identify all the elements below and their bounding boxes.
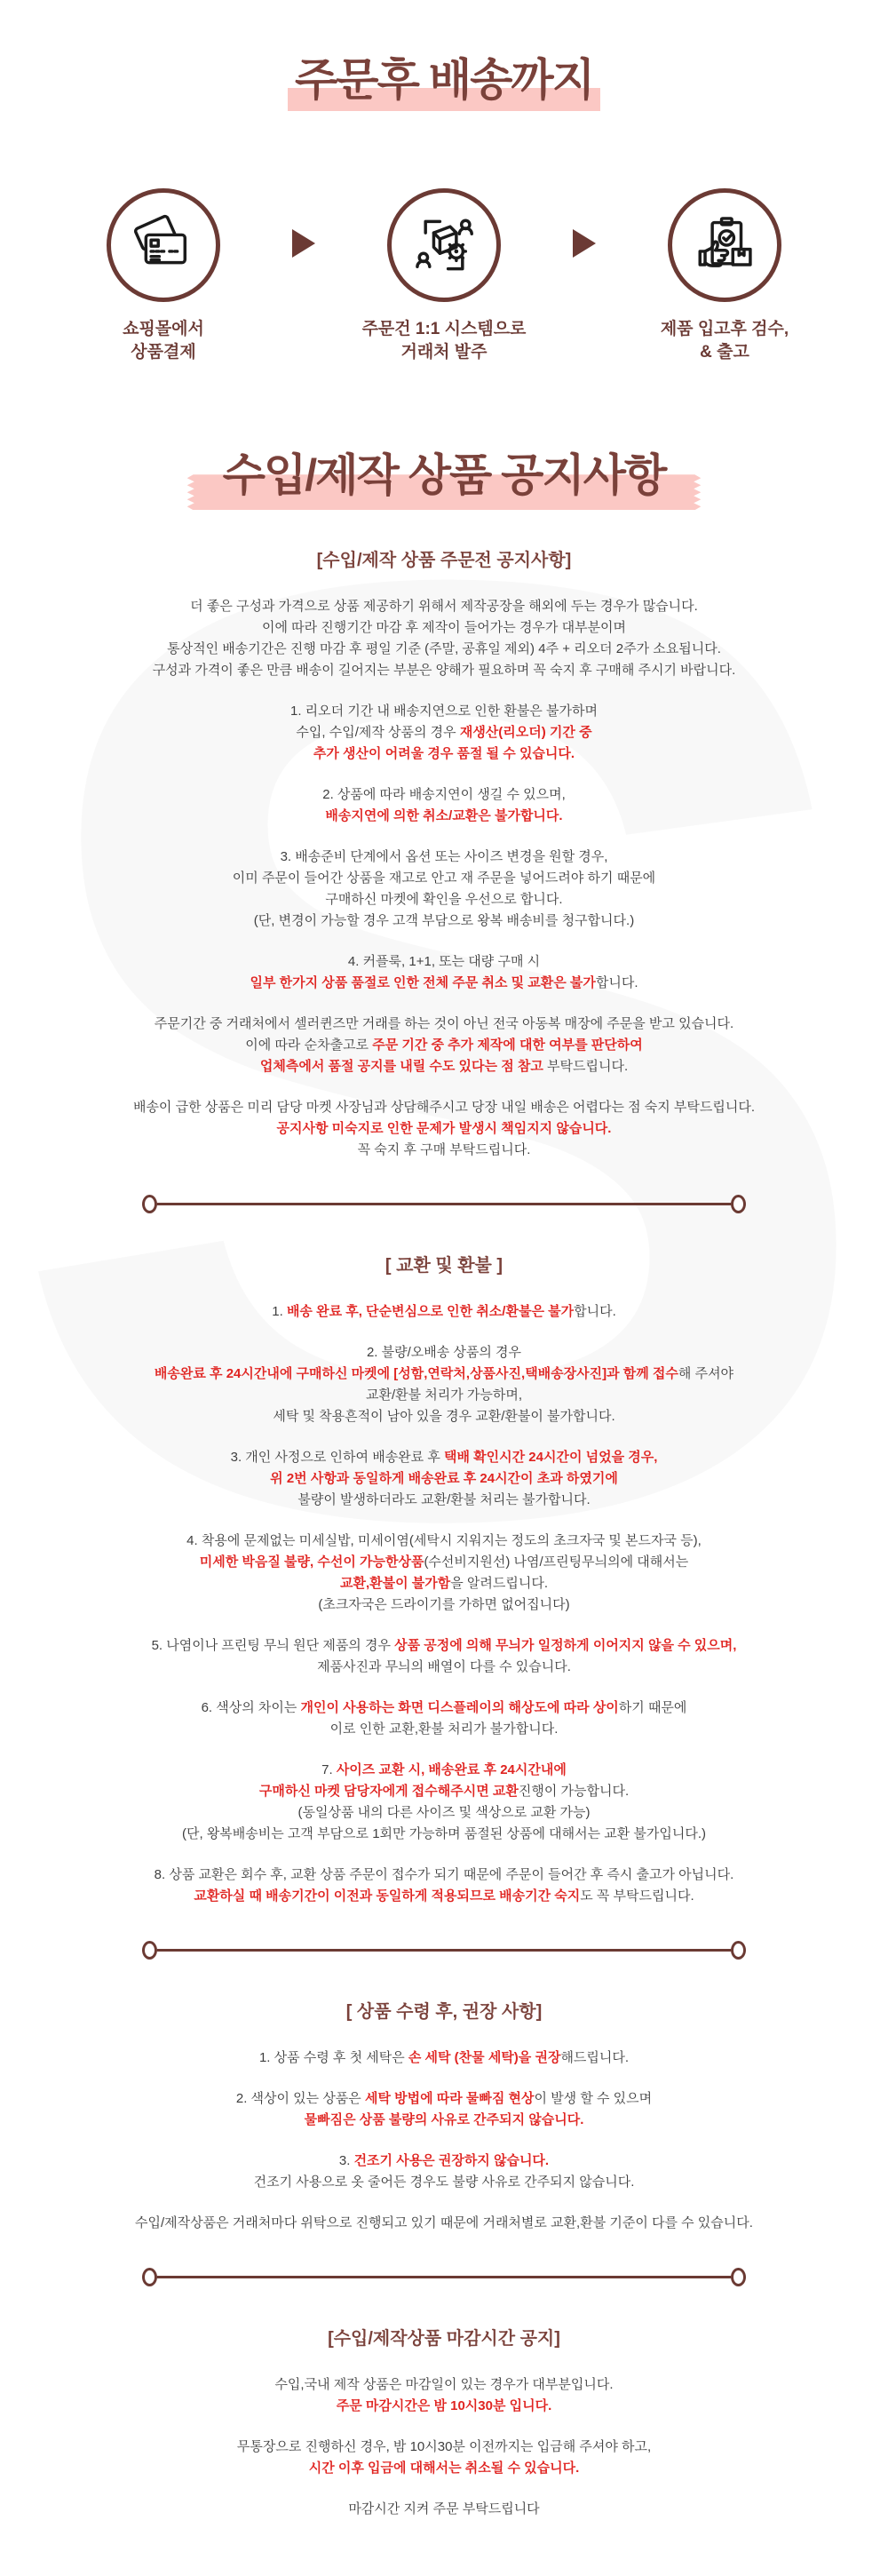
text-segment: 6. 색상의 차이는 <box>201 1700 301 1716</box>
notice-line <box>0 2374 888 2396</box>
arrow-right-icon <box>292 229 315 258</box>
text-segment: 불량이 발생하더라도 교환/환불 처리는 불가합니다. <box>297 1492 591 1508</box>
text-segment: 재생산(리오더) 기간 중 <box>459 725 592 741</box>
notice-line <box>0 1140 888 1161</box>
notice-line <box>0 1802 888 1824</box>
notice-line <box>0 806 888 827</box>
arrow-right-icon <box>573 229 596 258</box>
order-process-flow <box>0 188 888 365</box>
notice-title-wrap <box>0 450 888 502</box>
text-segment: 주문기간 중 거래처에서 셀러퀸즈만 거래를 하는 것이 아닌 전국 아동복 매장에 주문을 받고 있습니다. <box>154 1016 734 1032</box>
text-segment: 해드립니다. <box>560 2050 630 2066</box>
text-segment: 미세한 박음질 불량, 수선이 가능한상품 <box>199 1554 424 1570</box>
text-segment: 8. 상품 교환은 회수 후, 교환 상품 주문이 접수가 되기 때문에 주문이 들어간 후 즉시 출고가 아닙니다. <box>154 1867 734 1883</box>
notice-line <box>0 1530 888 1552</box>
section-divider <box>142 2268 746 2286</box>
notice-block <box>0 1014 888 1077</box>
text-segment: 공지사항 미숙지로 인한 문제가 발생시 책임지지 않습니다. <box>276 1121 612 1137</box>
notice-title <box>223 450 666 502</box>
text-segment: 수입, 수입/제작 상품의 경우 <box>296 725 460 741</box>
notice-line <box>0 2047 888 2069</box>
text-segment: 이 발생 할 수 있으며 <box>534 2091 653 2107</box>
notice-line <box>0 1552 888 1573</box>
text-segment: 꼭 숙지 후 구매 부탁드립니다. <box>357 1142 531 1158</box>
notice-block <box>0 701 888 765</box>
process-step-inspection <box>622 188 827 365</box>
divider-ring-icon <box>731 2268 746 2286</box>
text-segment: 진행이 가능합니다. <box>518 1784 630 1800</box>
text-segment: 1. <box>272 1304 287 1320</box>
text-segment: 도 꼭 부탁드립니다. <box>580 1888 694 1904</box>
notice-line <box>0 1697 888 1719</box>
text-segment: 교환/환불 처리가 가능하며, <box>365 1387 523 1403</box>
text-segment: 주문 기간 중 추가 제작에 대한 여부를 판단하여 <box>372 1038 643 1053</box>
notice-line <box>0 1824 888 1845</box>
notice-block <box>0 596 888 681</box>
text-segment: 합니다. <box>595 975 638 991</box>
text-segment: 4. 커플룩, 1+1, 또는 대량 구매 시 <box>347 954 541 970</box>
text-segment: 상품 공정에 의해 무늬가 일정하게 이어지지 않을 수 있으며, <box>394 1638 737 1654</box>
text-segment: 해 주셔야 <box>678 1366 734 1382</box>
notice-line <box>0 1118 888 1140</box>
notice-line <box>0 1657 888 1678</box>
text-segment: 마감시간 지켜 주문 부탁드립니다 <box>348 2501 540 2517</box>
text-segment: 추가 생산이 어려울 경우 품절 될 수 있습니다. <box>313 746 575 762</box>
text-segment: 위 2번 사항과 동일하게 배송완료 후 24시간이 초과 하였기에 <box>270 1471 618 1487</box>
notice-line <box>0 596 888 617</box>
text-segment: (동일상품 내의 다른 사이즈 및 색상으로 교환 가능) <box>297 1805 591 1821</box>
notice-title-text: 수입/제작 상품 공지사항 <box>222 449 666 500</box>
notice-block <box>0 784 888 827</box>
notice-line <box>0 2088 888 2110</box>
notice-line <box>0 722 888 743</box>
notice-line <box>0 2213 888 2234</box>
text-segment: 2. 불량/오배송 상품의 경우 <box>366 1345 522 1361</box>
notice-line <box>0 2172 888 2193</box>
text-segment: 배송지연에 의한 취소/교환은 불가합니다. <box>325 808 563 824</box>
notice-line <box>0 1635 888 1657</box>
text-segment: 수입/제작상품은 거래처마다 위탁으로 진행되고 있기 때문에 거래처별로 교환,환불 기준이 다를 수 있습니다. <box>135 2215 753 2231</box>
text-segment: 개인이 사용하는 화면 디스플레이의 해상도에 따라 상이 <box>300 1700 619 1716</box>
text-segment: 일부 한가지 상품 품절로 인한 전체 주문 취소 및 교환은 불가 <box>250 975 596 991</box>
notice-block <box>0 1447 888 1511</box>
section-divider <box>142 1941 746 1960</box>
notice-line <box>0 951 888 973</box>
notice-line <box>0 1573 888 1594</box>
notice-line <box>0 2458 888 2479</box>
divider-ring-icon <box>142 2268 157 2286</box>
notice-line <box>0 889 888 910</box>
text-segment: 택배 확인시간 24시간이 넘었을 경우, <box>444 1450 658 1466</box>
text-segment: 수입,국내 제작 상품은 마감일이 있는 경우가 대부분입니다. <box>274 2377 614 2393</box>
notice-block <box>0 2047 888 2069</box>
notice-line <box>0 1886 888 1907</box>
notice-block <box>0 1530 888 1616</box>
notice-line <box>0 639 888 660</box>
notice-line <box>0 743 888 765</box>
text-segment: 3. <box>338 2153 354 2169</box>
text-segment: 4. 착용에 문제없는 미세실밥, 미세이염(세탁시 지워지는 정도의 초크자국 및 본드자국 등), <box>186 1533 702 1549</box>
notice-line <box>0 701 888 722</box>
notice-line <box>0 1864 888 1886</box>
text-segment: (초크자국은 드라이기를 가하면 없어집니다) <box>318 1597 570 1613</box>
order-system-icon <box>387 188 501 302</box>
notice-line <box>0 784 888 806</box>
text-segment: 업체측에서 품절 공지를 내릴 수도 있다는 점 참고 <box>259 1059 543 1075</box>
notice-line <box>0 2396 888 2417</box>
text-segment: 1. 상품 수령 후 첫 세탁은 <box>258 2050 408 2066</box>
notice-line <box>0 1468 888 1490</box>
notice-line <box>0 973 888 994</box>
notice-block <box>0 1301 888 1323</box>
notice-sections <box>0 545 888 2520</box>
text-segment: (단, 왕복배송비는 고객 부담으로 1회만 가능하며 품절된 상품에 대해서는 교환 불가입니다.) <box>182 1826 706 1842</box>
divider-line <box>157 2276 731 2278</box>
text-segment: 5. 나염이나 프린팅 무늬 원단 제품의 경우 <box>151 1638 395 1654</box>
text-segment: 구매하신 마켓 담당자에게 접수해주시면 교환 <box>258 1784 519 1800</box>
notice-block <box>0 1097 888 1161</box>
divider-line <box>157 1949 731 1952</box>
notice-line <box>0 1385 888 1406</box>
text-segment: 배송 완료 후, 단순변심으로 인한 취소/환불은 불가 <box>286 1304 575 1320</box>
text-segment: (수선비지원선) 나염/프린팅무늬의에 대해서는 <box>424 1554 689 1570</box>
text-segment: 무통장으로 진행하신 경우, 밤 10시30분 이전까지는 입금해 주셔야 하고, <box>236 2439 652 2455</box>
notice-line <box>0 1056 888 1077</box>
notice-block <box>0 1697 888 1740</box>
section-divider <box>142 1195 746 1213</box>
notice-line <box>0 2110 888 2131</box>
text-segment: 2. 상품에 따라 배송지연이 생길 수 있으며, <box>322 787 566 803</box>
text-segment: 을 알려드립니다. <box>450 1576 549 1592</box>
notice-block <box>0 2088 888 2131</box>
divider-ring-icon <box>731 1195 746 1213</box>
text-segment: 더 좋은 구성과 가격으로 상품 제공하기 위해서 제작공장을 해외에 두는 경우가 많습니다. <box>190 599 698 615</box>
notice-block <box>0 2213 888 2234</box>
step-caption: 주문건 1:1 시스템으로 거래처 발주 <box>361 319 527 362</box>
text-segment: 세탁 방법에 따라 물빠짐 현상 <box>364 2091 535 2107</box>
notice-block <box>0 1635 888 1678</box>
text-segment: 구성과 가격이 좋은 만큼 배송이 길어지는 부분은 양해가 필요하며 꼭 숙지 후 구매해 주시기 바랍니다. <box>152 663 736 679</box>
notice-line <box>0 1035 888 1056</box>
inspection-shipping-icon <box>668 188 781 302</box>
section-header: [ 상품 수령 후, 권장 사항] <box>345 2002 543 2023</box>
text-segment: 구매하신 마켓에 확인을 우선으로 합니다. <box>325 892 563 908</box>
divider-ring-icon <box>142 1941 157 1960</box>
divider-ring-icon <box>142 1195 157 1213</box>
text-segment: 건조기 사용은 권장하지 않습니다. <box>353 2153 550 2169</box>
text-segment: 시간 이후 입금에 대해서는 취소될 수 있습니다. <box>308 2461 580 2477</box>
text-segment: 이에 따라 진행기간 마감 후 제작이 들어가는 경우가 대부분이며 <box>261 620 627 636</box>
text-segment: 이로 인한 교환,환불 처리가 불가합니다. <box>329 1721 559 1737</box>
step-caption: 쇼핑몰에서 상품결제 <box>123 319 204 362</box>
notice-line <box>0 847 888 868</box>
notice-line <box>0 660 888 681</box>
text-segment: (단, 변경이 가능할 경우 고객 부담으로 왕복 배송비를 청구합니다.) <box>253 913 635 929</box>
notice-line <box>0 910 888 932</box>
step-caption: 제품 입고후 검수, & 출고 <box>660 319 789 362</box>
notice-line <box>0 1594 888 1616</box>
notice-block <box>0 1342 888 1427</box>
notice-line <box>0 617 888 639</box>
notice-block <box>0 951 888 994</box>
section-header: [수입/제작상품 마감시간 공지] <box>328 2329 560 2349</box>
notice-line <box>0 1301 888 1323</box>
text-segment: 이에 따라 순차출고로 <box>245 1038 373 1053</box>
credit-card-icon <box>107 188 220 302</box>
notice-block <box>0 1760 888 1845</box>
page-title-text: 주문후 배송까지 <box>295 55 593 105</box>
text-segment: 손 세탁 (찬물 세탁)을 권장 <box>408 2050 561 2066</box>
divider-ring-icon <box>731 1941 746 1960</box>
text-segment: 1. 리오더 기간 내 배송지연으로 인한 환불은 불가하며 <box>290 704 598 720</box>
notice-line <box>0 1406 888 1427</box>
notice-block <box>0 1864 888 1907</box>
text-segment: 배송완료 후 24시간내에 구매하신 마켓에 [성함,연락처,상품사진,택배송장사진]과 함께 접수 <box>154 1366 678 1382</box>
text-segment: 이미 주문이 들어간 상품을 재고로 안고 재 주문을 넣어드려야 하기 때문에 <box>232 871 656 886</box>
notice-block <box>0 2437 888 2479</box>
notice-line <box>0 1342 888 1364</box>
text-segment: 주문 마감시간은 밤 10시30분 입니다. <box>336 2398 552 2414</box>
text-segment: 합니다. <box>574 1304 616 1320</box>
notice-block <box>0 2374 888 2417</box>
section-header: [ 교환 및 환불 ] <box>385 1256 503 1276</box>
process-step-payment <box>61 188 266 365</box>
text-segment: 통상적인 배송기간은 진행 마감 후 평일 기준 (주말, 공휴일 제외) 4주 + 리오더 2주가 소요됩니다. <box>167 641 721 657</box>
text-segment: 제품사진과 무늬의 배열이 다를 수 있습니다. <box>317 1659 571 1675</box>
notice-block <box>0 2151 888 2193</box>
notice-line <box>0 1781 888 1802</box>
text-segment: 7. <box>321 1762 337 1778</box>
text-segment: 3. 배송준비 단계에서 옵션 또는 사이즈 변경을 원할 경우, <box>280 849 608 865</box>
text-segment: 3. 개인 사정으로 인하여 배송완료 후 <box>230 1450 444 1466</box>
text-segment: 세탁 및 착용흔적이 남아 있을 경우 교환/환불이 불가합니다. <box>273 1409 615 1425</box>
process-step-order-system <box>342 188 546 365</box>
section-header: [수입/제작 상품 주문전 공지사항] <box>316 551 572 571</box>
notice-line <box>0 2437 888 2458</box>
notice-line <box>0 2499 888 2520</box>
text-segment: 배송이 급한 상품은 미리 담당 마켓 사장님과 상담해주시고 당장 내일 배송은 어렵다는 점 숙지 부탁드립니다. <box>132 1100 756 1116</box>
notice-block <box>0 2499 888 2520</box>
text-segment: 물빠짐은 상품 불량의 사유로 간주되지 않습니다. <box>304 2112 584 2128</box>
notice-line <box>0 1014 888 1035</box>
text-segment: 2. 색상이 있는 상품은 <box>235 2091 365 2107</box>
text-segment: 하기 때문에 <box>618 1700 687 1716</box>
text-segment: 교환,환불이 불가함 <box>339 1576 451 1592</box>
notice-block <box>0 847 888 932</box>
notice-line <box>0 1447 888 1468</box>
page-title <box>295 55 593 107</box>
delivery-process-title-wrap <box>0 55 888 107</box>
text-segment: 건조기 사용으로 옷 줄어든 경우도 불량 사유로 간주되지 않습니다. <box>253 2174 635 2190</box>
divider-line <box>157 1203 731 1205</box>
text-segment: 사이즈 교환 시, 배송완료 후 24시간내에 <box>336 1762 567 1778</box>
notice-line <box>0 1760 888 1781</box>
notice-line <box>0 1719 888 1740</box>
text-segment: 교환하실 때 배송기간이 이전과 동일하게 적용되므로 배송기간 숙지 <box>194 1888 581 1904</box>
notice-line <box>0 868 888 889</box>
notice-line <box>0 1364 888 1385</box>
text-segment: 부탁드립니다. <box>543 1059 629 1075</box>
notice-line <box>0 1490 888 1511</box>
notice-line <box>0 2151 888 2172</box>
notice-line <box>0 1097 888 1118</box>
